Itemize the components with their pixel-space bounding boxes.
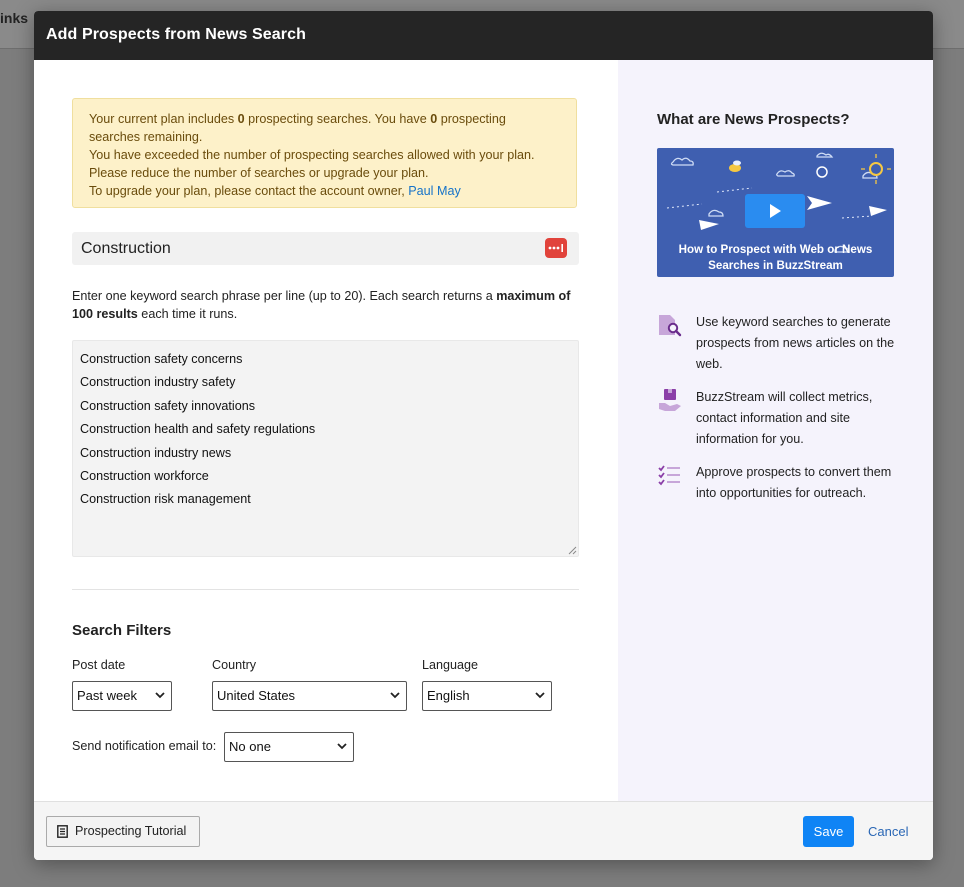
tutorial-button-label: Prospecting Tutorial [75,824,187,838]
feature-text: BuzzStream will collect metrics, contact information and site information for you. [696,390,873,446]
background-text: inks [0,10,29,26]
instructions-text: Enter one keyword search phrase per line (up to 20). Each search returns a [72,289,497,303]
post-date-select[interactable] [72,681,172,711]
country-select[interactable] [212,681,407,711]
post-date-label: Post date [72,658,126,672]
modal-footer [34,801,933,860]
book-icon [57,825,68,838]
chevron-down-icon [390,692,400,699]
alert-text: Please reduce the number of searches or upgrade your plan. [89,166,429,180]
notification-label: Send notification email to: [72,739,217,753]
language-label: Language [422,658,479,672]
plan-limit-alert [72,98,577,208]
keyword-instructions [72,287,582,323]
language-value: English [427,688,470,703]
included-count: 0 [237,112,245,126]
chevron-down-icon [535,692,545,699]
keyword-line: Construction safety concerns [80,352,243,366]
keyword-list-title: Construction [81,240,171,257]
sidebar-title: What are News Prospects? [657,111,850,128]
video-caption [657,242,894,273]
modal-header [34,11,933,60]
add-prospects-modal [34,11,933,860]
play-icon [745,194,805,228]
keywords-textarea[interactable] [72,340,579,557]
keyword-line: Construction industry news [80,445,232,460]
play-button[interactable] [745,194,805,228]
alert-text: You have exceeded the number of prospecting searches allowed with your plan. [89,148,535,162]
keyword-line: Construction health and safety regulations [80,422,316,437]
feature-text: Approve prospects to convert them into opportunities for outreach. [696,465,892,500]
keyword-line: Construction industry safety [80,375,236,390]
cancel-button[interactable]: Cancel [868,824,909,839]
alert-text: prospecting searches. You have [244,112,431,126]
video-caption-line: Searches in BuzzStream [708,258,843,272]
keyword-line: Construction safety innovations [80,398,256,413]
keyword-line: Construction risk management [80,492,251,507]
alert-text: Your current plan includes [89,112,238,126]
prospecting-tutorial-button[interactable] [46,816,200,847]
language-select[interactable] [422,681,552,711]
video-caption-line: How to Prospect with Web or News [678,243,873,256]
post-date-value: Past week [77,688,137,703]
chevron-down-icon [155,692,165,699]
keyword-line: Construction workforce [80,469,209,484]
section-divider [72,589,579,590]
tutorial-video-thumbnail[interactable] [657,148,894,277]
notification-select[interactable] [224,732,354,762]
keyword-list-header [72,232,579,265]
country-value: United States [217,688,296,703]
modal-title: Add Prospects from News Search [46,26,306,43]
feature-text: Use keyword searches to generate prospects from news articles on the web. [696,315,895,371]
notification-value: No one [229,739,271,754]
save-button[interactable]: Save [803,816,854,847]
search-document-icon [657,313,683,339]
instructions-text: each time it runs. [137,307,238,321]
chevron-down-icon [337,743,347,750]
remaining-count: 0 [430,112,438,126]
instructions-bold: maximum of 100 results [72,289,571,321]
info-sidebar [618,60,933,801]
more-options-icon [548,243,564,253]
search-filters-title: Search Filters [72,622,172,639]
account-owner-link[interactable]: Paul May [408,184,461,198]
form-pane [34,60,618,801]
resize-grip-icon[interactable] [568,546,577,555]
more-options-button[interactable] [545,238,567,258]
alert-text: prospecting searches remaining. [89,112,506,144]
collect-box-icon [657,388,683,414]
country-label: Country [212,658,257,672]
alert-text: To upgrade your plan, please contact the account owner, [89,184,409,198]
checklist-icon [657,463,683,489]
